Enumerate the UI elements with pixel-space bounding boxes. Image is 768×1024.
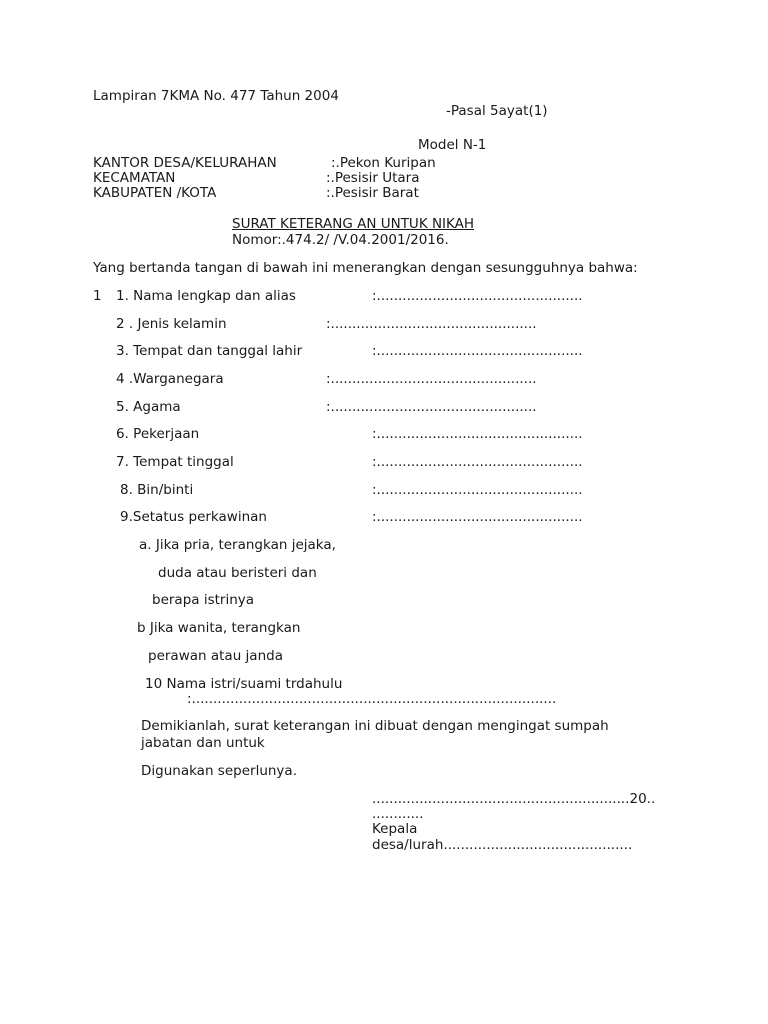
signature-title-kepala: Kepala [372,821,418,837]
office-value-kantor: :.Pekon Kuripan [331,155,436,171]
closing-line-2: jabatan dan untuk [141,735,265,751]
office-value-kabupaten: :.Pesisir Barat [326,185,419,201]
field-value-nama: :................................................ [372,288,583,304]
field-value-warganegara: :................................................ [326,371,537,387]
signature-date-continued: ............ [372,806,424,822]
closing-line-3: Digunakan seperlunya. [141,763,297,779]
field-value-pekerjaan: :................................................ [372,426,583,442]
intro-text: Yang bertanda tangan di bawah ini menerangkan dengan sesungguhnya bahwa: [93,260,638,276]
field-label-jenis-kelamin: 2 . Jenis kelamin [116,316,227,332]
field-label-nama: 1. Nama lengkap dan alias [116,288,296,304]
field-label-status-perkawinan: 9.Setatus perkawinan [120,509,267,525]
pasal-reference: -Pasal 5ayat(1) [446,103,548,119]
sub-item-a-line2: duda atau beristeri dan [158,565,317,581]
field-value-jenis-kelamin: :................................................ [326,316,537,332]
field-value-status-perkawinan: :................................................ [372,509,583,525]
office-label-kantor: KANTOR DESA/KELURAHAN [93,155,277,171]
field-label-bin-binti: 8. Bin/binti [120,482,194,498]
closing-line-1: Demikianlah, surat keterangan ini dibuat dengan mengingat sumpah [141,718,609,734]
letter-number: Nomor:.474.2/ /V.04.2001/2016. [232,232,449,248]
field-label-agama: 5. Agama [116,399,181,415]
sub-item-b-line2: perawan atau janda [148,648,283,664]
field-value-nama-istri-suami: :..................................................................................... [187,691,557,707]
field-label-nama-istri-suami: 10 Nama istri/suami trdahulu [145,676,343,692]
letter-title: SURAT KETERANG AN UNTUK NIKAH [232,216,475,232]
signature-title-desa-lurah: desa/lurah............................................ [372,837,633,853]
field-value-bin-binti: :................................................ [372,482,583,498]
field-label-tempat-lahir: 3. Tempat dan tanggal lahir [116,343,303,359]
sub-item-a-line3: berapa istrinya [152,592,255,608]
sub-item-b-line1: b Jika wanita, terangkan [137,620,301,636]
signature-date-line: ............................................................20.. [372,791,656,807]
field-value-tempat-lahir: :................................................ [372,343,583,359]
list-number: 1 [93,288,102,304]
office-value-kecamatan: :.Pesisir Utara [326,170,420,186]
office-label-kabupaten: KABUPATEN /KOTA [93,185,217,201]
field-label-pekerjaan: 6. Pekerjaan [116,426,200,442]
field-value-agama: :................................................ [326,399,537,415]
lampiran-reference: Lampiran 7KMA No. 477 Tahun 2004 [93,88,339,104]
sub-item-a-line1: a. Jika pria, terangkan jejaka, [139,537,336,553]
office-label-kecamatan: KECAMATAN [93,170,176,186]
field-label-tempat-tinggal: 7. Tempat tinggal [116,454,234,470]
field-value-tempat-tinggal: :................................................ [372,454,583,470]
model-label: Model N-1 [418,137,487,153]
field-label-warganegara: 4 .Warganegara [116,371,224,387]
